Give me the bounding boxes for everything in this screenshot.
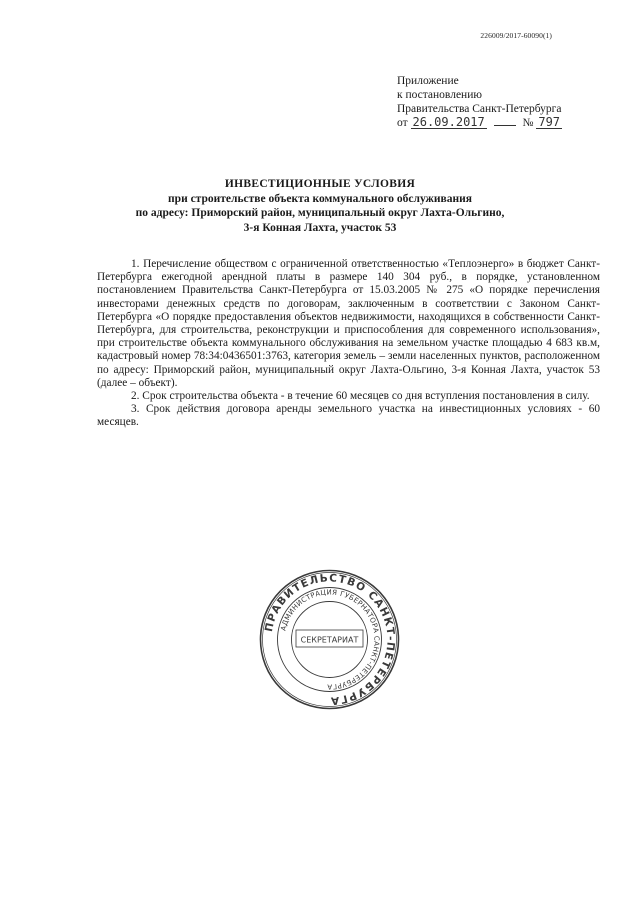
appendix-line-3: Правительства Санкт-Петербурга	[397, 103, 562, 115]
title-line-3: по адресу: Приморский район, муниципальный округ Лахта-Ольгино,	[135, 207, 505, 219]
title-main: ИНВЕСТИЦИОННЫЕ УСЛОВИЯ	[224, 178, 416, 190]
number-prefix: №	[522, 117, 534, 129]
paragraph-2: 2. Срок строительства объекта - в течение 60 месяцев со дня вступления постановления в силу.	[131, 390, 590, 403]
decree-number: 797	[538, 115, 561, 129]
appendix-line-1: Приложение	[397, 75, 459, 87]
document-id: 226009/2017-60090(1)	[480, 31, 552, 40]
paragraph-1: 1. Перечисление обществом с ограниченной ответственностью «Теплоэнерго» в бюджет Санкт-Петербурга ежегодной арендной платы в размере 140 304 руб., в порядке, установленном постановлением Правительства Санкт-Петербурга от 15.03.2005 № 275 «О порядке перечисления инвесторами денежных средств по договорам, заключенным в соответствии с Законом Санкт-Петербурга «О порядке предоставления объектов недвижимости, находящихся в собственности Санкт-Петербурга, для строительства, реконструкции и приспособления для современного использования», при строительстве объекта коммунального обслуживания на земельном участке площадью 4 683 кв.м, кадастровый номер 78:34:0436501:3763, категория земель – земли населенных пунктов, расположенном по адресу: Приморский район, муниципальный округ Лахта-Ольгино, 3-я Конная Лахта, участок 53 (далее – объект).	[97, 258, 600, 389]
decree-date: 26.09.2017	[412, 115, 485, 129]
stamp-outer-text: ПРАВИТЕЛЬСТВО САНКТ-ПЕТЕРБУРГА	[262, 572, 397, 707]
paragraph-3: 3. Срок действия договора аренды земельного участка на инвестиционных условиях - 60 месяцев.	[97, 403, 600, 429]
appendix-line-2: к постановлению	[397, 89, 482, 101]
appendix-block	[397, 74, 562, 130]
date-prefix: от	[397, 117, 408, 129]
stamp-inner-text: АДМИНИСТРАЦИЯ ГУБЕРНАТОРА САНКТ-ПЕТЕРБУРГА	[279, 588, 381, 691]
date-underline	[494, 125, 516, 126]
appendix-date-line	[397, 116, 562, 130]
title-line-2: при строительстве объекта коммунального обслуживания	[168, 192, 472, 205]
stamp-center-text: СЕКРЕТАРИАТ	[300, 635, 359, 645]
document-body	[97, 258, 600, 430]
title-line-4: 3-я Конная Лахта, участок 53	[243, 221, 397, 234]
secretariat-stamp	[258, 568, 401, 711]
document-title	[120, 177, 520, 235]
